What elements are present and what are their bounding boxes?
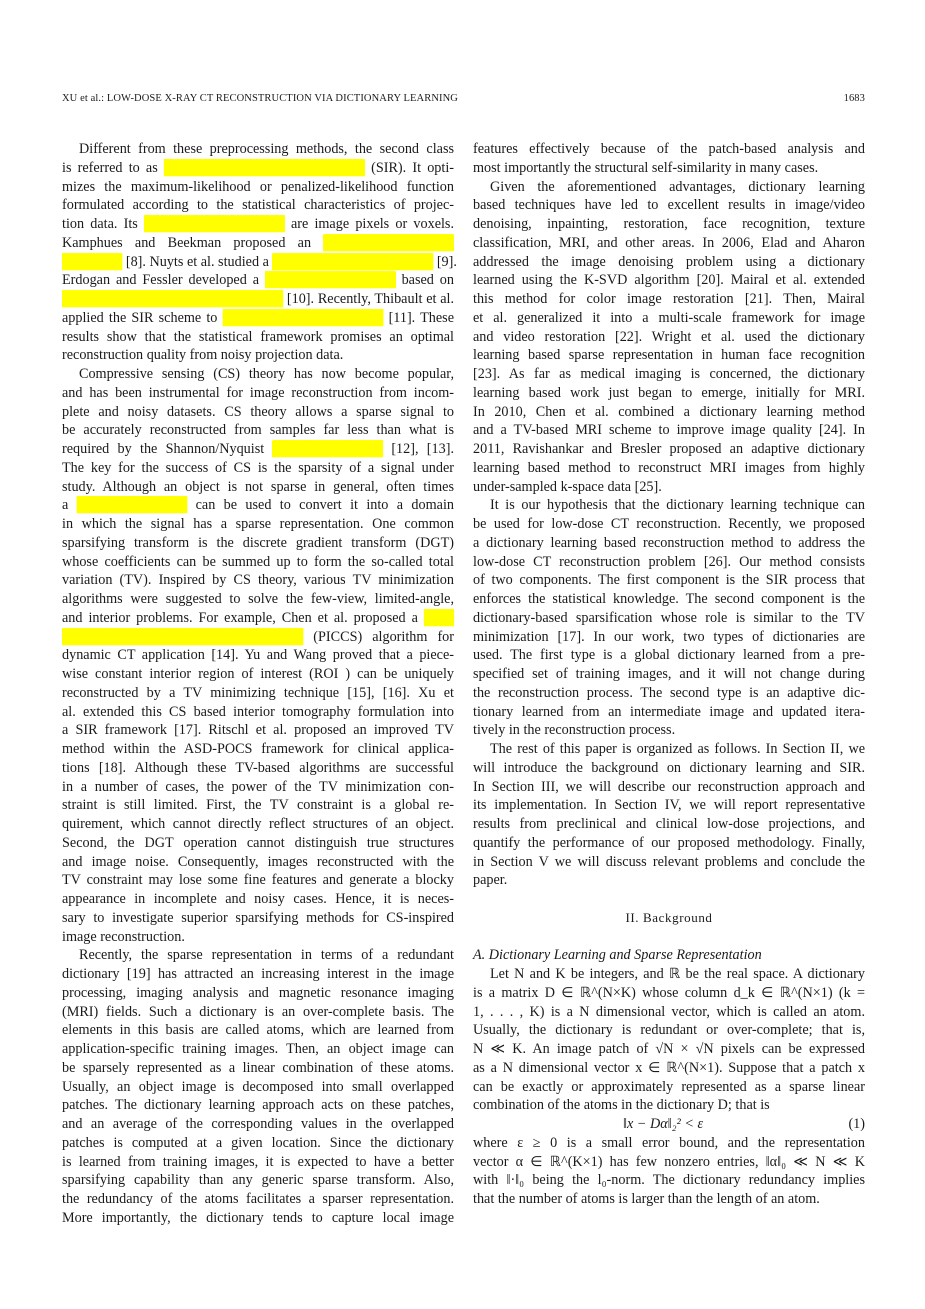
text-line: used. The first type is a global dictionary learned from a pre- (473, 647, 865, 664)
text-line: classification, MRI, and other areas. In 2006, Elad and Aharon (473, 234, 865, 251)
text-line: image reconstruction. (62, 928, 185, 945)
text-line: will introduce the background on dictionary learning and SIR. (473, 759, 865, 776)
text-line: of two components. The first component is the SIR process that (473, 572, 865, 589)
text-line: where ε ≥ 0 is a small error bound, and the representation (473, 1134, 865, 1151)
text-line: paper. (473, 872, 508, 889)
running-header (62, 93, 865, 109)
text-line: TV constraint may lose some fine features and generate a blocky (62, 872, 454, 889)
text-line: the reconstruction process. The second type is an adaptive dic- (473, 684, 865, 701)
text-line: Recently, the sparse representation in terms of a redundant (79, 947, 454, 964)
text-line: is a matrix D ∈ ℝ^(N×K) whose column d_k ∈ ℝ^(N×1) (k = (473, 984, 865, 1001)
text-line: tively in the reconstruction process. (473, 722, 676, 739)
text-line: and interior problems. For example, Chen et al. proposed a ███ (62, 609, 454, 626)
highlight-redaction: ████████████████████ (163, 159, 365, 176)
text-line: the redundancy of the atoms facilitates a sparser representation. (62, 1191, 454, 1207)
text-line: and image noise. Consequently, images reconstructed with the (62, 853, 454, 870)
text-line: features effectively because of the patch-based analysis and (473, 141, 865, 157)
page-number: 1683 (843, 93, 865, 104)
text-line: wise constant interior region of interest (ROI ) can be uniquely (62, 666, 454, 682)
text-line: tionary learned from an intermediate image and updated itera- (473, 703, 865, 720)
equation-body: ‖x − Dα‖₂² < ε (623, 1116, 704, 1132)
blank-line (473, 890, 865, 909)
text-line: a SIR framework [17]. Ritschl et al. proposed an improved TV (62, 722, 454, 739)
highlight-redaction: ███████████ (76, 497, 188, 514)
text-line: Let N and K be integers, and ℝ be the real space. A dictionary (490, 966, 865, 982)
text-line: plete and noisy datasets. CS theory allows a sparse signal to (62, 403, 454, 420)
text-line: be sparsely represented as a linear combination of these atoms. (62, 1059, 454, 1076)
text-line: Usually, an object image is decomposed into small overlapped (62, 1078, 454, 1095)
text-line: be used for low-dose CT reconstruction. Recently, we proposed (473, 516, 865, 532)
highlight-redaction: ██████████████ (144, 216, 285, 232)
text-line: tions [18]. Although these TV-based algorithms are successful (62, 759, 454, 776)
highlight-redaction: ██████ (62, 253, 123, 270)
text-line: reconstructed by a TV minimizing technique [15], [16]. Xu et (62, 684, 454, 701)
text-line: method within the ASD-POCS framework for clinical applica- (62, 741, 454, 757)
text-line: in a number of cases, the power of the TV minimization con- (62, 778, 454, 795)
text-line: low-dose CT reconstruction problem [26]. Our method consists (473, 553, 865, 570)
text-line: formulated according to the statistical characteristics of projec- (62, 197, 454, 214)
text-line: that the number of atoms is larger than the length of an atom. (473, 1191, 820, 1207)
text-line: study. Although an object is not sparse in general, often times (62, 478, 454, 495)
subsection-heading: A. Dictionary Learning and Sparse Representation (473, 947, 762, 964)
text-line: whose coefficients can be summed up to form the so-called total (62, 553, 454, 570)
text-line: based techniques have led to excellent results in image/video (473, 197, 865, 214)
text-line: More importantly, the dictionary tends to capture local image (62, 1209, 454, 1226)
text-line: is referred to as ████████████████████ (SIR). It opti- (62, 159, 454, 176)
text-line: (MRI) fields. Such a dictionary is an over-complete basis. The (62, 1003, 454, 1020)
section-heading: II. Background (625, 909, 713, 925)
text-line: It is our hypothesis that the dictionary learning technique can (490, 497, 865, 514)
text-line: 2011, Ravishankar and Bresler proposed an adaptive dictionary (473, 441, 865, 457)
highlight-redaction: ████████████████████████ (62, 628, 304, 645)
highlight-redaction: █████████████ (264, 272, 396, 289)
text-line: addressed the image denoising problem using a dictionary (473, 253, 865, 270)
text-line: and a TV-based MRI scheme to improve image quality [24]. In (473, 422, 865, 439)
text-line: Erdogan and Fessler developed a █████████████ based on (62, 272, 454, 289)
text-line: in Section V we will discuss relevant problems and conclude the (473, 853, 865, 870)
text-line: denoising, inpainting, restoration, face recognition, texture (473, 216, 865, 232)
text-line: most importantly the structural self-similarity in many cases. (473, 159, 819, 176)
text-line: minimization [17]. In our work, two types of dictionaries are (473, 628, 865, 645)
equation-number: (1) (848, 1116, 865, 1132)
text-line: sary to investigate superior sparsifying methods for CS-inspired (62, 909, 454, 926)
text-line: vector α ∈ ℝ^(K×1) has few nonzero entries, ‖α‖₀ ≪ N ≪ K (473, 1153, 865, 1170)
text-line: learned using the K-SVD algorithm [20]. Mairal et al. extended (473, 272, 865, 289)
text-line: with ‖·‖₀ being the l₀-norm. The dictionary redundancy implies (473, 1172, 865, 1189)
highlight-redaction: ███ (423, 609, 454, 626)
text-line: The rest of this paper is organized as follows. In Section II, we (490, 741, 865, 757)
right-column (473, 140, 865, 1209)
text-line: dictionary-based sparsification whose role is similar to the TV (473, 609, 865, 626)
text-line: Second, the DGT operation cannot distinguish true structures (62, 834, 454, 851)
text-line: Usually, the dictionary is redundant or over-complete; that is, (473, 1022, 865, 1039)
text-line: and an average of the corresponding values in the overlapped (62, 1116, 454, 1132)
text-line: in which the signal has a sparse representation. One common (62, 516, 454, 532)
highlight-redaction: ████████████████ (222, 309, 384, 326)
text-line: processing, imaging analysis and magnetic resonance imaging (62, 984, 454, 1001)
text-line: Given the aforementioned advantages, dictionary learning (490, 178, 865, 195)
text-line: ████████████████████████ (PICCS) algorithm for (62, 628, 454, 645)
text-line: a ███████████ can be used to convert it into a domain (62, 497, 454, 514)
text-line: dynamic CT application [14]. Yu and Wang proved that a piece- (62, 647, 454, 664)
text-line: dictionary [19] has attracted an increasing interest in the image (62, 966, 454, 982)
text-line: The key for the success of CS is the sparsity of a signal under (62, 459, 454, 476)
text-line: Kamphues and Beekman proposed an █████████████ (62, 234, 454, 251)
text-line: required by the Shannon/Nyquist ███████████ [12], [13]. (62, 441, 454, 457)
text-line: sparsifying capability than any generic sparse transform. Also, (62, 1172, 454, 1189)
text-line: quirement, which cannot directly reflect structures of an object. (62, 816, 454, 832)
text-line: In Section III, we will describe our reconstruction approach and (473, 778, 865, 795)
text-line: learning based method to reconstruct MRI images from highly (473, 459, 865, 476)
left-column (62, 140, 457, 1228)
highlight-redaction: ████████████████ (272, 253, 434, 270)
text-line: learning based sparse representation in human face recognition (473, 347, 865, 364)
text-line: its implementation. In Section IV, we will report representative (473, 797, 865, 814)
text-line: Compressive sensing (CS) theory has now become popular, (79, 366, 454, 382)
text-line: results show that the statistical framework promises an optimal (62, 328, 454, 345)
text-line: ██████████████████████ [10]. Recently, Thibault et al. (62, 291, 454, 307)
text-line: Different from these preprocessing methods, the second class (79, 141, 454, 157)
text-line: applied the SIR scheme to ████████████████ [11]. These (62, 309, 455, 326)
text-line: mizes the maximum-likelihood or penalized-likelihood function (62, 178, 454, 195)
text-line: [23]. As far as medical imaging is concerned, the dictionary (473, 366, 865, 382)
text-line: elements in this basis are called atoms, which are learned from (62, 1022, 454, 1039)
text-line: and video restoration [22]. Wright et al. used the dictionary (473, 328, 865, 345)
text-line: can be exactly or approximately represented as a sparse linear (473, 1078, 865, 1095)
text-line: et al. generalized it into a multi-scale framework for image (473, 309, 865, 326)
text-line: be accurately reconstructed from samples far less than what is (62, 422, 454, 439)
text-line: a dictionary learning based reconstruction method to address the (473, 534, 865, 551)
text-line: is learned from training images, it is expected to have a better (62, 1153, 454, 1170)
text-line: In 2010, Chen et al. combined a dictionary learning method (473, 403, 865, 420)
text-line: enforces the statistical knowledge. The second component is the (473, 591, 865, 607)
text-line: 1, . . . , K) is a N dimensional vector, which is called an atom. (473, 1003, 865, 1020)
text-line: learning based work just began to emerge, initially for MRI. (473, 384, 865, 401)
equation (473, 1115, 865, 1134)
text-line: appearance in incomplete and noisy cases. Hence, it is neces- (62, 891, 454, 907)
text-line: results from preclinical and clinical low-dose projections, and (473, 816, 865, 832)
text-line: reconstruction quality from noisy projection data. (62, 347, 344, 364)
highlight-redaction: █████████████ (323, 234, 454, 251)
text-line: specified set of training images, and it will not change during (473, 666, 865, 682)
text-line: under-sampled k-space data [25]. (473, 478, 662, 495)
text-line: and has been instrumental for image reconstruction from incom- (62, 384, 454, 401)
text-line: algorithms were suggested to solve the few-view, limited-angle, (62, 591, 454, 607)
text-line: as a N dimensional vector x ∈ ℝ^(N×1). Suppose that a patch x (473, 1059, 865, 1076)
text-line: application-specific training images. Then, an object image can (62, 1041, 454, 1057)
running-title: XU et al.: LOW-DOSE X-RAY CT RECONSTRUCTION VIA DICTIONARY LEARNING (62, 93, 458, 104)
text-line: quantify the performance of our proposed methodology. Finally, (473, 834, 865, 851)
text-line: N ≪ K. An image patch of √N × √N pixels can be expressed (473, 1041, 865, 1057)
text-line: tion data. Its ██████████████ are image pixels or voxels. (62, 216, 454, 232)
highlight-redaction: ██████████████████████ (62, 291, 284, 307)
highlight-redaction: ███████████ (272, 441, 384, 457)
blank-line (473, 928, 865, 947)
text-line: this method for color image restoration [21]. Then, Mairal (473, 291, 865, 307)
text-line: variation (TV). Inspired by CS theory, various TV minimization (62, 572, 454, 589)
text-line: straint is still limited. First, the TV constraint is a global re- (62, 797, 454, 814)
text-line: ██████ [8]. Nuyts et al. studied a ████████████████ [9]. (62, 253, 457, 270)
text-line: patches. The dictionary learning approach acts on these patches, (62, 1097, 454, 1114)
text-line: patches is computed at a given location. Since the dictionary (62, 1134, 454, 1151)
text-line: al. extended this CS based interior tomography formulation into (62, 703, 454, 720)
text-line: sparsifying transform is the discrete gradient transform (DGT) (62, 534, 454, 551)
text-line: combination of the atoms in the dictionary D; that is (473, 1097, 770, 1114)
